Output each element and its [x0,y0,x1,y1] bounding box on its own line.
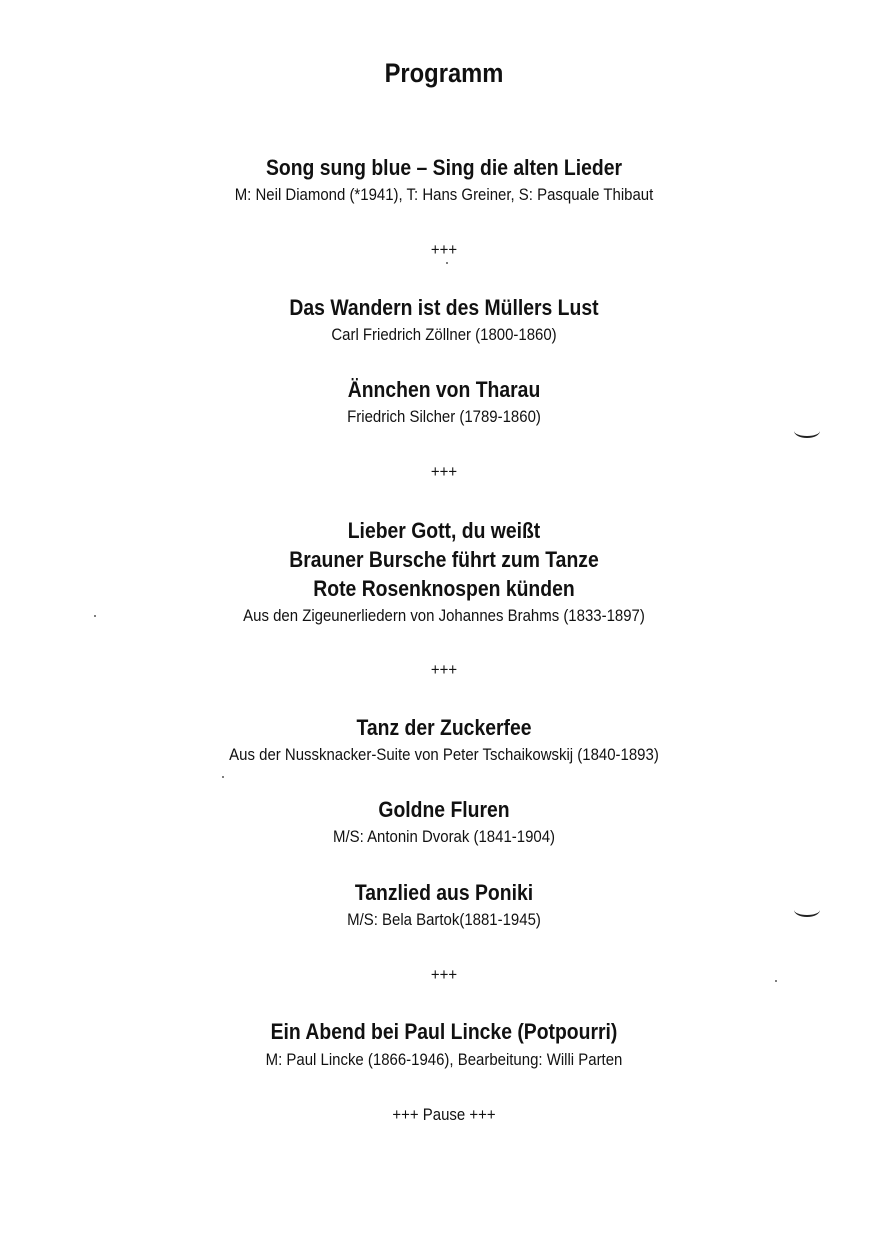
piece-credit: Aus der Nussknacker-Suite von Peter Tschaikowskij (1840-1893) [229,745,659,764]
piece-title: Goldne Fluren [378,797,510,822]
punch-hole-mark [794,424,820,438]
piece-title: Song sung blue – Sing die alten Lieder [265,155,623,180]
scan-speck [94,615,96,617]
punch-hole-mark [794,903,820,917]
piece-title: Tanz der Zuckerfee [356,715,532,740]
piece-title: Rote Rosenknospen künden [313,576,575,601]
piece-title: Lieber Gott, du weißt [347,518,541,543]
piece-credit: M/S: Antonin Dvorak (1841-1904) [332,827,556,846]
piece-title: Ännchen von Tharau [347,377,541,402]
piece-credit: Aus den Zigeunerliedern von Johannes Brahms (1833-1897) [243,606,645,625]
section-separator: +++ [430,462,458,481]
piece-title: Ein Abend bei Paul Lincke (Potpourri) [270,1019,618,1044]
piece-credit: Friedrich Silcher (1789-1860) [347,407,541,426]
scan-speck [446,262,448,264]
scan-speck [775,980,777,982]
scan-speck [222,776,224,778]
piece-title: Tanzlied aus Poniki [354,880,534,905]
section-separator: +++ [430,965,458,984]
piece-credit: M: Neil Diamond (*1941), T: Hans Greiner, S: Pasquale Thibaut [234,185,654,204]
section-separator: +++ [430,240,458,259]
piece-title: Das Wandern ist des Müllers Lust [289,295,599,320]
piece-credit: Carl Friedrich Zöllner (1800-1860) [331,325,557,344]
piece-credit: M: Paul Lincke (1866-1946), Bearbeitung: Willi Parten [265,1050,623,1069]
piece-title: Brauner Bursche führt zum Tanze [289,547,599,572]
page-title: Programm [384,58,504,88]
section-separator: +++ [430,660,458,679]
pause-marker: +++ Pause +++ [392,1105,496,1124]
piece-credit: M/S: Bela Bartok(1881-1945) [347,910,541,929]
